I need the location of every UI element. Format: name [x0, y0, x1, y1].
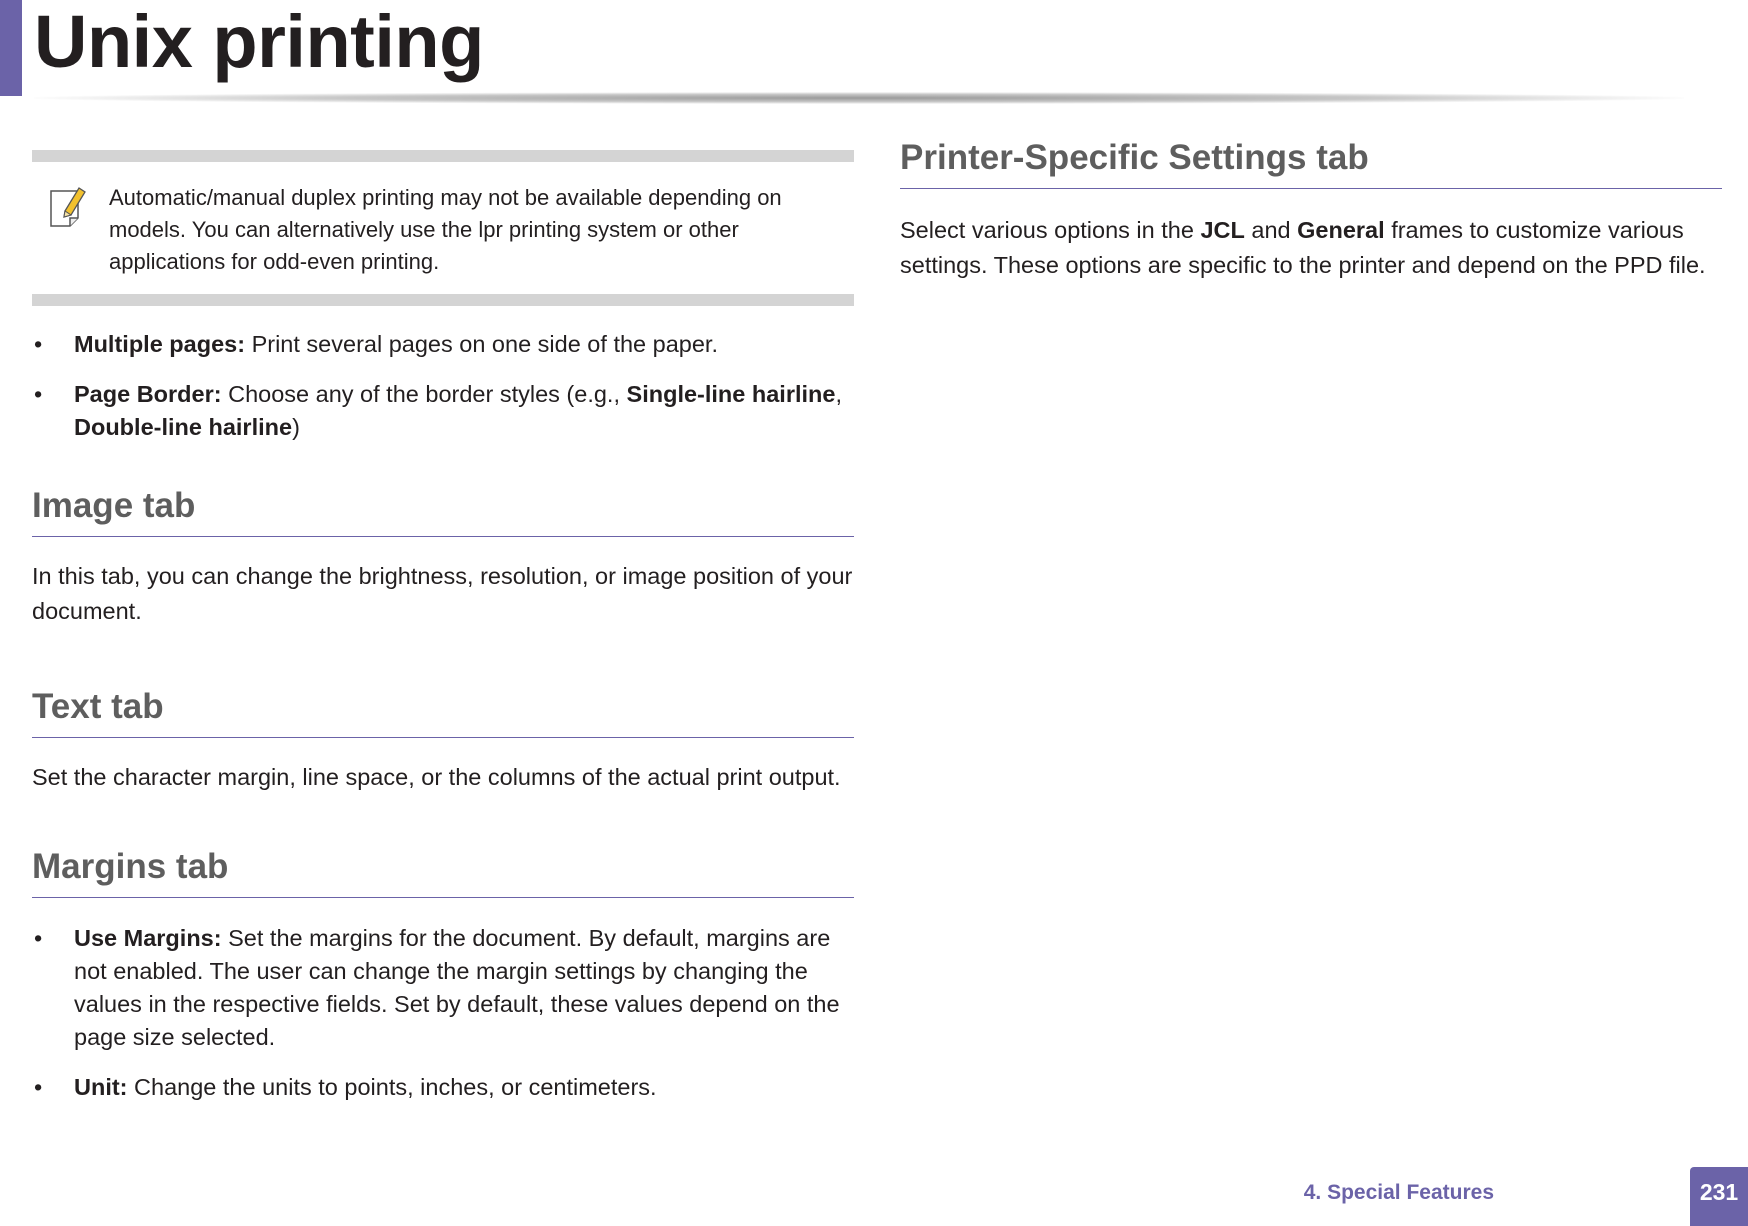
- item-text: Choose any of the border styles (e.g.,: [221, 381, 627, 407]
- printer-specific-section: [900, 136, 1722, 283]
- text-tab-section: [32, 685, 854, 795]
- left-column: [32, 150, 854, 1121]
- bullet-icon: •: [34, 1074, 43, 1100]
- note-pencil-icon: [48, 184, 88, 228]
- right-column: [900, 136, 1722, 283]
- bullet-icon: •: [34, 381, 43, 407]
- item-label: Multiple pages:: [74, 331, 246, 357]
- footer-section-label: 4. Special Features: [1303, 1181, 1494, 1204]
- section-heading: Text tab: [32, 685, 854, 738]
- list-item: [32, 1071, 854, 1104]
- note-text: Automatic/manual duplex printing may not be available depending on models. You can alternatively use the lpr printing system or other applications for odd-even printing.: [109, 185, 782, 274]
- item-label: Use Margins:: [74, 925, 222, 951]
- text-part: Select various options in the: [900, 217, 1201, 243]
- bullet-icon: •: [34, 925, 43, 951]
- item-text: Set the margins for the document. By default, margins are not enabled. The user can change the margin settings by changing the values in the respective fields. Set by default, these values depend on the page size selected.: [74, 925, 840, 1050]
- page-number-badge: 231: [1690, 1167, 1748, 1226]
- page-title: Unix printing: [34, 0, 484, 83]
- item-bold: Single-line hairline: [626, 381, 836, 407]
- item-text: Print several pages on one side of the paper.: [245, 331, 718, 357]
- list-item: [32, 922, 854, 1054]
- section-text: Set the character margin, line space, or the columns of the actual print output.: [32, 764, 841, 790]
- section-heading: Image tab: [32, 484, 854, 537]
- section-heading: Printer-Specific Settings tab: [900, 136, 1722, 189]
- bullet-icon: •: [34, 331, 43, 357]
- section-text: [900, 213, 1722, 283]
- item-bold: Double-line hairline: [74, 414, 293, 440]
- jcl-label: JCL: [1200, 217, 1245, 243]
- item-end: ): [292, 414, 300, 440]
- text-part: frames to customize various settings. These options are specific to the printer and depend on the PPD file.: [900, 217, 1706, 278]
- section-text: In this tab, you can change the brightness, resolution, or image position of your document.: [32, 563, 853, 624]
- margins-list: [32, 922, 854, 1104]
- title-accent-bar: [0, 0, 22, 96]
- item-text: Change the units to points, inches, or centimeters.: [127, 1074, 657, 1100]
- section-heading: Margins tab: [32, 845, 854, 898]
- general-label: General: [1297, 217, 1385, 243]
- margins-tab-section: [32, 845, 854, 1104]
- item-sep: ,: [835, 381, 842, 407]
- list-item: [32, 328, 854, 361]
- title-rule: [34, 92, 1684, 104]
- options-list: [32, 328, 854, 444]
- item-label: Page Border:: [74, 381, 222, 407]
- text-part: and: [1244, 217, 1298, 243]
- note-box: [32, 150, 854, 306]
- list-item: [32, 378, 854, 444]
- image-tab-section: [32, 484, 854, 629]
- item-label: Unit:: [74, 1074, 128, 1100]
